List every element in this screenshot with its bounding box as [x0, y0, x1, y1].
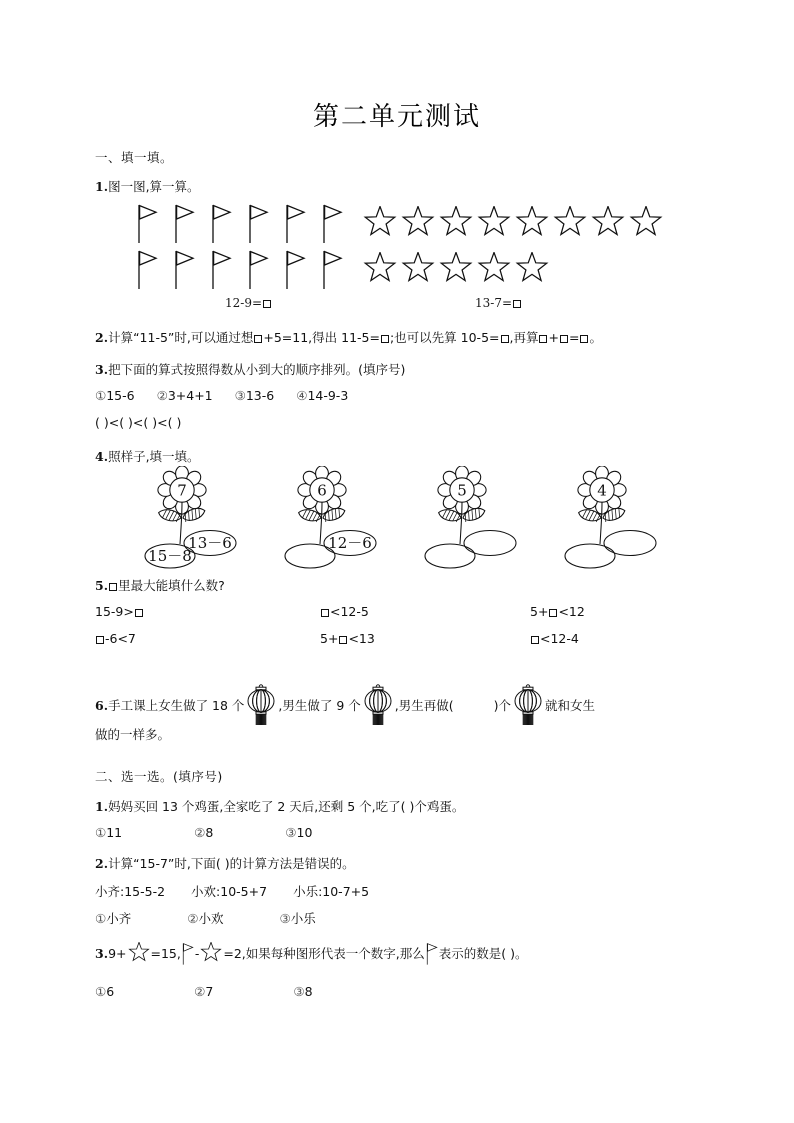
option-marker: ③ — [234, 388, 246, 403]
method-xiaohuan: 小欢:10-5+7 — [191, 884, 268, 899]
q5-item-6: <12-4 — [530, 631, 579, 647]
option-3[interactable] — [279, 911, 315, 927]
question-1-1 — [95, 179, 200, 195]
flower-item — [420, 466, 580, 570]
flag-icon — [209, 204, 234, 244]
star-icon — [401, 252, 435, 286]
question-1-6-number: 6. — [95, 698, 109, 713]
section-heading-one: 一、填一填。 — [95, 150, 174, 165]
svg-text:6: 6 — [317, 481, 327, 500]
flag-icon — [181, 942, 195, 966]
question-2-1-number: 1. — [95, 799, 109, 814]
answer-box[interactable] — [560, 335, 568, 343]
option-label: 6 — [106, 984, 115, 999]
question-1-3-prompt: 把下面的算式按照得数从小到大的顺序排列。(填序号) — [108, 362, 406, 377]
option-2[interactable] — [157, 388, 213, 404]
answer-box[interactable] — [96, 636, 104, 644]
flag-icon — [320, 250, 345, 290]
option-label: 15-6 — [106, 388, 135, 403]
question-2-2-text: 计算“15-7”时,下面( )的计算方法是错误的。 — [108, 856, 355, 871]
option-label: 10 — [296, 825, 313, 840]
question-1-4-number: 4. — [95, 449, 109, 464]
option-marker: ① — [95, 984, 107, 999]
option-label: 小乐 — [290, 911, 316, 926]
star-icon — [127, 942, 151, 964]
question-1-4-prompt: 照样子,填一填。 — [108, 449, 200, 464]
q1-figure — [135, 204, 675, 310]
question-2-1 — [95, 799, 464, 815]
question-1-3-options — [95, 388, 348, 404]
question-2-2 — [95, 856, 355, 872]
question-1-5-prompt: 里最大能填什么数? — [118, 578, 225, 593]
question-1-3-number: 3. — [95, 362, 109, 377]
question-1-3 — [95, 362, 405, 378]
option-1[interactable] — [95, 911, 131, 927]
svg-text:15－8: 15－8 — [148, 547, 192, 565]
flag-icon — [135, 250, 160, 290]
svg-text:4: 4 — [597, 481, 607, 500]
q5-item-5: 5+ <13 — [320, 631, 375, 646]
option-3[interactable] — [235, 388, 275, 404]
answer-box[interactable] — [549, 609, 557, 617]
star-icon — [363, 252, 397, 286]
option-2[interactable] — [187, 911, 223, 927]
flower-item — [140, 466, 300, 570]
lantern-icon — [244, 681, 278, 727]
flag-icon — [320, 204, 345, 244]
flag-icon — [283, 204, 308, 244]
answer-box[interactable] — [254, 335, 262, 343]
question-2-2-number: 2. — [95, 856, 109, 871]
star-icon — [363, 206, 397, 240]
answer-box[interactable] — [321, 609, 329, 617]
option-label: 14-9-3 — [307, 388, 349, 403]
option-marker: ③ — [285, 825, 297, 840]
q5-item-3: 5+ <12 — [530, 604, 585, 619]
answer-box[interactable] — [501, 335, 509, 343]
star-icon — [199, 942, 223, 964]
question-2-3-number: 3. — [95, 946, 109, 961]
flag-icon — [135, 204, 160, 244]
question-1-1-prompt: 图一图,算一算。 — [108, 179, 200, 194]
flag-row-1 — [135, 204, 357, 244]
option-1[interactable] — [95, 388, 135, 404]
svg-text:7: 7 — [177, 481, 187, 500]
question-1-6-continued: 做的一样多。 — [95, 727, 171, 742]
question-2-3-options — [95, 984, 313, 1000]
option-label: 7 — [205, 984, 214, 999]
star-icon — [439, 252, 473, 286]
option-2[interactable] — [194, 825, 213, 841]
option-2[interactable] — [194, 984, 213, 1000]
option-marker: ③ — [293, 984, 305, 999]
star-icon — [477, 252, 511, 286]
question-1-2-number: 2. — [95, 330, 109, 345]
option-marker: ① — [95, 911, 107, 926]
question-2-3: 3.9+ =15, - =2,如果每种图形代表一个数字,那么 表示的数是( )。 — [95, 942, 527, 966]
option-1[interactable] — [95, 825, 122, 841]
q5-item-1: 15-9> — [95, 604, 144, 620]
question-1-5-number: 5. — [95, 578, 109, 593]
q4-figure — [140, 466, 700, 570]
svg-text:13－6: 13－6 — [188, 534, 232, 552]
option-marker: ④ — [296, 388, 308, 403]
star-icon — [439, 206, 473, 240]
answer-box[interactable] — [339, 636, 347, 644]
flag-icon — [246, 250, 271, 290]
option-label: 小欢 — [198, 911, 224, 926]
question-1-2: 2.计算“11-5”时,可以通过想 +5=11,得出 11-5= ;也可以先算 10-5= ,再算 + = 。 — [95, 330, 602, 345]
flag-icon — [172, 250, 197, 290]
option-marker: ② — [194, 825, 206, 840]
svg-text:12－6: 12－6 — [328, 534, 372, 552]
star-icon — [477, 206, 511, 240]
question-1-4 — [95, 449, 200, 465]
option-label: 3+4+1 — [167, 388, 213, 403]
lantern-icon — [511, 681, 545, 727]
answer-box[interactable] — [513, 300, 521, 308]
answer-box[interactable] — [580, 335, 588, 343]
option-3[interactable] — [285, 825, 312, 841]
option-marker: ① — [95, 825, 107, 840]
option-marker: ② — [156, 388, 168, 403]
star-icon — [553, 206, 587, 240]
question-2-2-options — [95, 911, 316, 927]
option-1[interactable] — [95, 984, 114, 1000]
section-heading-two: 二、选一选。(填序号) — [95, 769, 223, 784]
option-label: 8 — [205, 825, 214, 840]
star-row-2 — [363, 252, 553, 286]
option-label: 小齐 — [106, 911, 132, 926]
answer-box[interactable] — [531, 636, 539, 644]
answer-box[interactable] — [539, 335, 547, 343]
question-2-2-methods — [95, 884, 369, 900]
option-4[interactable] — [296, 388, 348, 404]
option-marker: ② — [194, 984, 206, 999]
star-icon — [591, 206, 625, 240]
option-label: 11 — [106, 825, 123, 840]
page-title: 第二单元测试 — [312, 102, 481, 132]
question-2-1-options — [95, 825, 312, 841]
blank-box — [109, 583, 117, 591]
question-1-6: 6.手工课上女生做了 18 个 ,男生做了 9 个 ,男生再做( )个 就和女生 — [95, 681, 595, 727]
question-1-1-number: 1. — [95, 179, 109, 194]
star-equation-label: 13-7= — [475, 296, 522, 310]
flag-icon — [246, 204, 271, 244]
star-icon — [629, 206, 663, 240]
star-icon — [515, 206, 549, 240]
flag-icon — [172, 204, 197, 244]
svg-text:5: 5 — [457, 481, 467, 500]
answer-blank[interactable] — [454, 698, 494, 713]
question-2-1-text: 妈妈买回 13 个鸡蛋,全家吃了 2 天后,还剩 5 个,吃了( )个鸡蛋。 — [108, 799, 465, 814]
q5-item-4: -6<7 — [95, 631, 136, 647]
flag-row-2 — [135, 250, 357, 290]
option-3[interactable] — [293, 984, 312, 1000]
flag-icon — [283, 250, 308, 290]
flag-icon — [425, 942, 439, 966]
option-label: 13-6 — [245, 388, 275, 403]
option-marker: ② — [187, 911, 199, 926]
answer-box[interactable] — [135, 609, 143, 617]
question-1-3-answer-line[interactable]: ( )<( )<( )<( ) — [95, 415, 182, 430]
star-icon — [401, 206, 435, 240]
lantern-icon — [361, 681, 395, 727]
flag-equation-label: 12-9= — [225, 296, 272, 310]
answer-box[interactable] — [263, 300, 271, 308]
method-xiaole: 小乐:10-7+5 — [293, 884, 370, 899]
method-xiaoqi: 小齐:15-5-2 — [95, 884, 166, 899]
flag-icon — [209, 250, 234, 290]
answer-box[interactable] — [381, 335, 389, 343]
flower-item — [560, 466, 720, 570]
star-row-1 — [363, 206, 667, 240]
option-marker: ① — [95, 388, 107, 403]
option-marker: ③ — [279, 911, 291, 926]
flower-item — [280, 466, 440, 570]
question-1-5 — [95, 578, 225, 594]
star-icon — [515, 252, 549, 286]
option-label: 8 — [304, 984, 313, 999]
q5-item-2: <12-5 — [320, 604, 369, 620]
